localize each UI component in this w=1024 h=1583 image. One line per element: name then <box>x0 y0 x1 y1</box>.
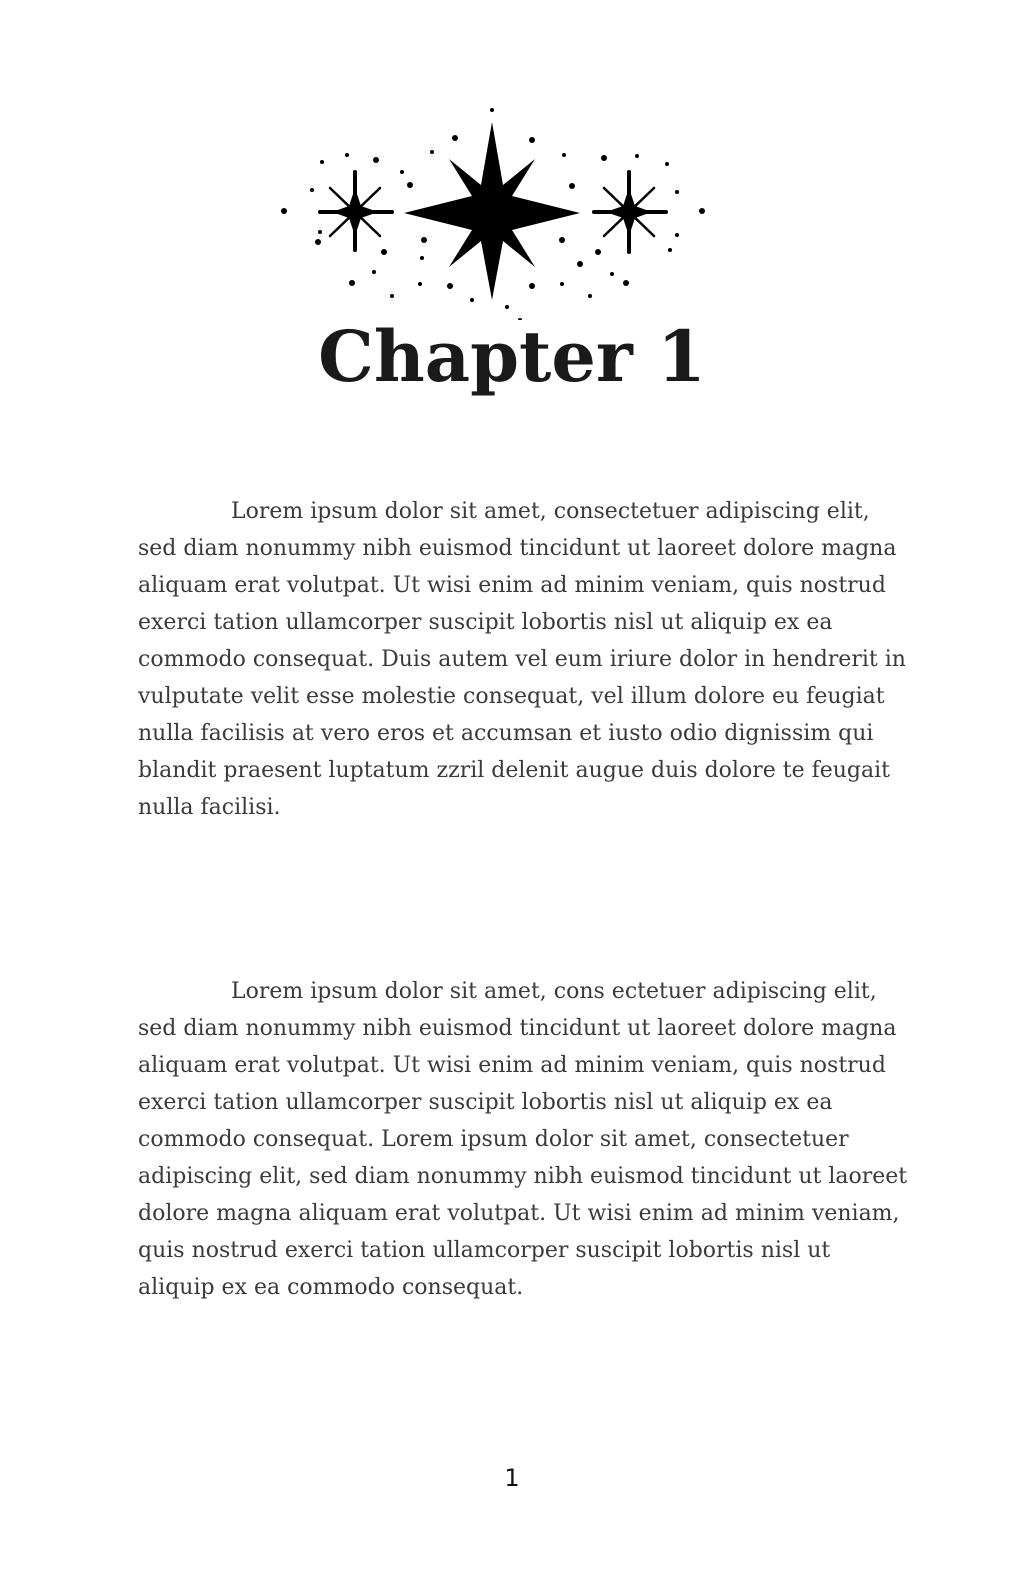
page-number: 1 <box>504 1464 520 1492</box>
body-paragraph-1: Lorem ipsum dolor sit amet, consectetuer adipiscing elit, sed diam nonummy nibh euismod tincidunt ut laoreet dolore magna aliquam erat volutpat. Ut wisi enim ad minim veniam, quis nostrud exerci tation ullamcorper suscipit lobortis nisl ut aliquip ex ea commodo consequat. Duis autem vel eum iriure dolor in hendrerit in vulputate velit esse molestie consequat, vel illum dolore eu feugiat nulla facilisis at vero eros et accumsan et iusto odio dignissim qui blandit praesent luptatum zzril delenit augue duis dolore te feugait nulla facilisi. <box>138 499 906 820</box>
central-star-icon <box>404 122 580 300</box>
body-paragraph-2: Lorem ipsum dolor sit amet, cons ectetuer adipiscing elit, sed diam nonummy nibh euismod tincidunt ut laoreet dolore magna aliquam erat volutpat. Ut wisi enim ad minim veniam, quis nostrud exerci tation ullamcorper suscipit lobortis nisl ut aliquip ex ea commodo consequat. Lorem ipsum dolor sit amet, consectetuer adipiscing elit, sed diam nonummy nibh euismod tincidunt ut laoreet dolore magna aliquam erat volutpat. Ut wisi enim ad minim veniam, quis nostrud exerci tation ullamcorper suscipit lobortis nisl ut aliquip ex ea commodo consequat. <box>138 979 908 1300</box>
stars-ornament-icon <box>272 100 712 320</box>
chapter-title: Chapter 1 <box>318 315 706 398</box>
